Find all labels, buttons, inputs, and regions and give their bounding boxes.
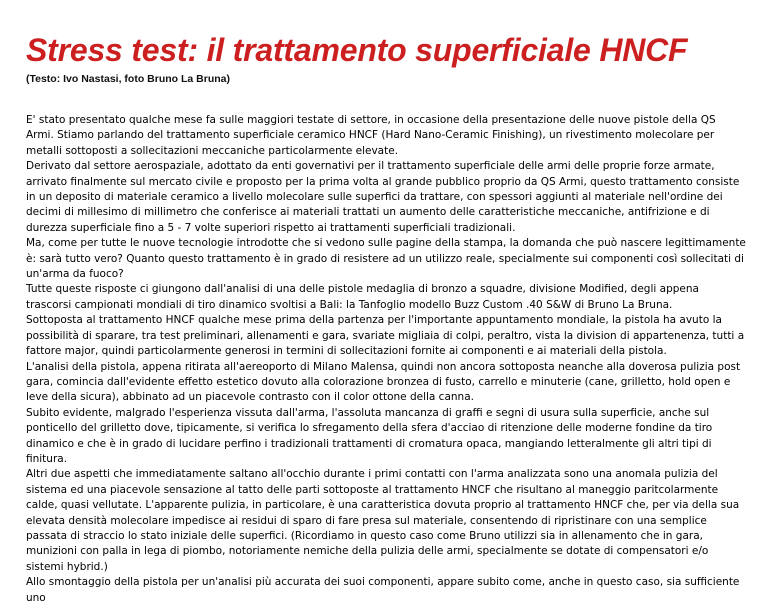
article (26, 0, 746, 606)
article-credits: (Testo: Ivo Nastasi, foto Bruno La Bruna) (26, 73, 230, 85)
paragraph-4: Tutte queste risposte ci giungono dall'analisi di una delle pistole medaglia di bronzo a squadre, divisione Modified, degli appena trascorsi campionati mondiali di tiro dinamico svoltisi a Bali: la Tanfoglio modello Buzz Custom .40 S&W di Bruno La Bruna. (26, 283, 699, 311)
paragraph-1: E' stato presentato qualche mese fa sulle maggiori testate di settore, in occasione della presentazione delle nuove pistole della QS Armi. Stiamo parlando del trattamento superficiale ceramico HNCF (Hard Nano-Ceramic Finishing), un rivestimento molecolare per metalli sottoposti a sollecitazioni meccaniche particolarmente elevate. (26, 114, 716, 157)
paragraph-3: Ma, come per tutte le nuove tecnologie introdotte che si vedono sulle pagine della stampa, la domanda che può nascere legittimamente è: sarà tutto vero? Quanto questo trattamento è in grado di resistere ad un utilizzo reale, specialmente sui componenti così sollecitati di un'arma da fuoco? (26, 237, 746, 281)
paragraph-9: Allo smontaggio della pistola per un'analisi più accurata dei suoi componenti, appare subito come, anche in questo caso, sia sufficiente uno (26, 576, 740, 604)
paragraph-2: Derivato dal settore aerospaziale, adottato da enti governativi per il trattamento superficiale delle armi delle proprie forze armate, arrivato finalmente sul mercato civile e proposto per la prima volta al grande pubblico proprio da QS Armi, questo trattamento consiste in un deposito di materiale ceramico a livello molecolare sulle superfici da trattare, con spessori aggiunti al materiale nell'ordine dei decimi di millesimo di millimetro che conferisce ai materiali trattati un aumento delle caratteristiche meccaniche, antifrizione e di durezza superficiale fino a 5 - 7 volte superiori rispetto ai trattamenti superficiali tradizionali. (26, 160, 740, 234)
article-title: Stress test: il trattamento superficiale HNCF (26, 32, 688, 68)
paragraph-6: L'analisi della pistola, appena ritirata all'aereoporto di Milano Malensa, quindi non ancora sottoposta neanche alla doverosa pulizia post gara, comincia dall'evidente effetto estetico dovuto alla colorazione bronzea di fusto, carrello e minuterie (cane, grilletto, hold open e leve della sicura), abbinato ad un piacevole contrasto con il color ottone della canna. (26, 360, 741, 404)
article-body (26, 113, 746, 606)
paragraph-5: Sottoposta al trattamento HNCF qualche mese prima della partenza per l'importante appuntamento mondiale, la pistola ha avuto la possibilità di sparare, tra test preliminari, allenamenti e gara, svariate migliaia di colpi, peraltro, vista la division di appartenenza, tutti a fattore major, quindi particolarmente generosi in termini di sollecitazioni fornite ai componenti e ai materiali della pistola. (26, 314, 745, 358)
paragraph-7: Subito evidente, malgrado l'esperienza vissuta dall'arma, l'assoluta mancanza di graffi e segni di usura sulla superficie, anche sul ponticello del grilletto dove, tipicamente, si verifica lo sfregamento della sfera d'acciao di ritenzione delle moderne fondine da tiro dinamico e che è in grado di lucidare perfino i tradizionali trattamenti di cromatura opaca, mangiando letteralmente gli altri tipi di finitura. (26, 406, 713, 465)
paragraph-8: Altri due aspetti che immediatamente saltano all'occhio durante i primi contatti con l'arma analizzata sono una anomala pulizia del sistema ed una piacevole sensazione al tatto delle parti sottoposte al trattamento HNCF che risultano al maneggio paritcolarmente calde, quasi vellutate. L'apparente pulizia, in particolare, è una caratteristica dovuta proprio al trattamento HNCF che, per via della sua elevata densità molecolare impedisce ai residui di sparo di fare presa sul materiale, consentendo di ripristinare con una semplice passata di straccio lo stato iniziale delle superfici. (Ricordiamo in questo caso come Bruno utilizzi sia in allenamento che in gara, munizioni con palla in lega di piombo, notoriamente nemiche della pulizia delle armi, specialmente se dotate di compensatori e/o sistemi hybrid.) (26, 468, 740, 573)
